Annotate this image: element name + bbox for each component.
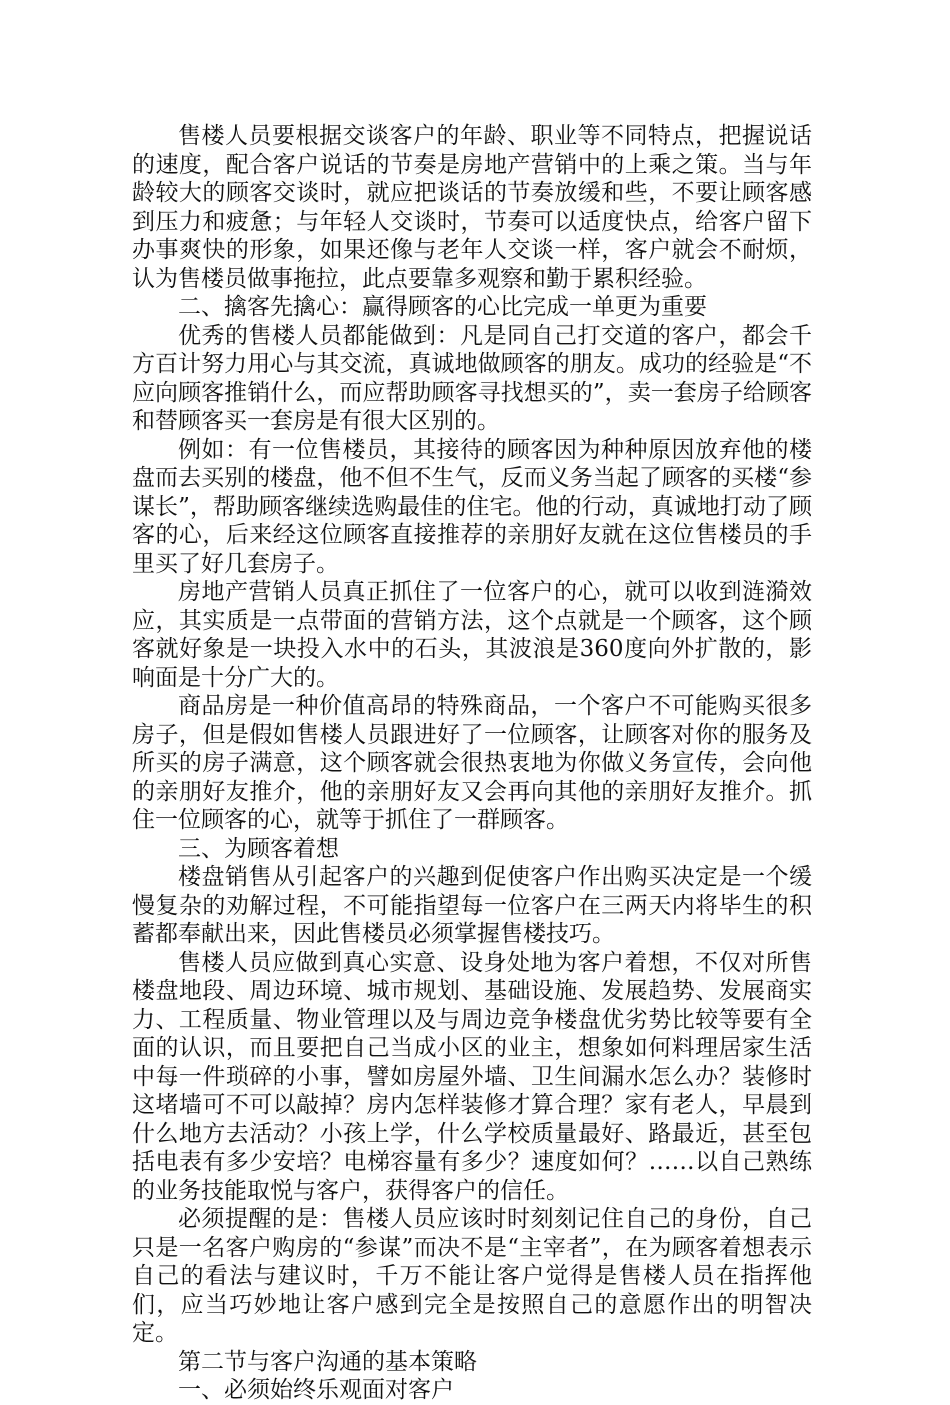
paragraph-ripple-effect: 房地产营销人员真正抓住了一位客户的心，就可以收到涟漪效应，其实质是一点带面的营销方法，这个点就是一个顾客，这个顾客就好象是一块投入水中的石头，其波浪是360度向外扩散的，影响面是十分广大的。 — [132, 579, 812, 691]
paragraph-example: 例如：有一位售楼员，其接待的顾客因为种种原因放弃他的楼盘而去买别的楼盘，他不但不生气，反而义务当起了顾客的买楼“参谋长”，帮助顾客继续选购最佳的住宅。他的行动，真诚地打动了顾客的心，后来经这位顾客直接推荐的亲朋好友就在这位售楼员的手里买了好几套房子。 — [132, 436, 812, 577]
paragraph-sincere-service: 售楼人员应做到真心实意、设身处地为客户着想，不仅对所售楼盘地段、周边环境、城市规划、基础设施、发展趋势、发展商实力、工程质量、物业管理以及与周边竞争楼盘优劣势比较等要有全面的认识，而且要把自己当成小区的业主，想象如何料理居家生活中每一件琐碎的小事，譬如房屋外墙、卫生间漏水怎么办？装修时这堵墙可不可以敲掉？房内怎样装修才算合理？家有老人，早晨到什么地方去活动？小孩上学，什么学校质量最好、路最近，甚至包括电表有多少安培？电梯容量有多少？速度如何？……以自己熟练的业务技能取悦与客户，获得客户的信任。 — [132, 949, 812, 1204]
heading-think-for-customer: 三、为顾客着想 — [178, 835, 339, 862]
paragraph-reminder: 必须提醒的是：售楼人员应该时时刻刻记住自己的身份，自己只是一名客户购房的“参谋”而决不是“主宰者”，在为顾客着想表示自己的看法与建议时，千万不能让客户觉得是售楼人员在指挥他们，应当巧妙地让客户感到完全是按照自己的意愿作出的明智决定。 — [132, 1206, 812, 1346]
paragraph-excellent-sales: 优秀的售楼人员都能做到：凡是同自己打交道的客户，都会千方百计努力用心与其交流，真诚地做顾客的朋友。成功的经验是“不应向顾客推销什么，而应帮助顾客寻找想买的”，卖一套房子给顾客和替顾客买一套房是有很大区别的。 — [132, 322, 812, 434]
document-body — [132, 122, 812, 1405]
paragraph-speaking-pace: 售楼人员要根据交谈客户的年龄、职业等不同特点，把握说话的速度，配合客户说话的节奏是房地产营销中的上乘之策。当与年龄较大的顾客交谈时，就应把谈话的节奏放缓和些，不要让顾客感到压力和疲惫；与年轻人交谈时，节奏可以适度快点，给客户留下办事爽快的形象，如果还像与老年人交谈一样，客户就会不耐烦，认为售楼员做事拖拉，此点要靠多观察和勤于累积经验。 — [132, 123, 812, 292]
paragraph-sales-process: 楼盘销售从引起客户的兴趣到促使客户作出购买决定是一个缓慢复杂的劝解过程，不可能指望每一位客户在三两天内将毕生的积蓄都奉献出来，因此售楼员必须掌握售楼技巧。 — [132, 864, 812, 947]
heading-section-two: 第二节与客户沟通的基本策略 — [178, 1348, 477, 1375]
paragraph-commercial-housing: 商品房是一种价值高昂的特殊商品，一个客户不可能购买很多房子，但是假如售楼人员跟进好了一位顾客，让顾客对你的服务及所买的房子满意，这个顾客就会很热衷地为你做义务宣传，会向他的亲朋好友推介，他的亲朋好友又会再向其他的亲朋好友推介。抓住一位顾客的心，就等于抓住了一群顾客。 — [132, 693, 812, 833]
heading-optimism: 一、必须始终乐观面对客户 — [178, 1377, 454, 1403]
heading-win-customer-heart: 二、擒客先擒心：赢得顾客的心比完成一单更为重要 — [178, 294, 707, 320]
